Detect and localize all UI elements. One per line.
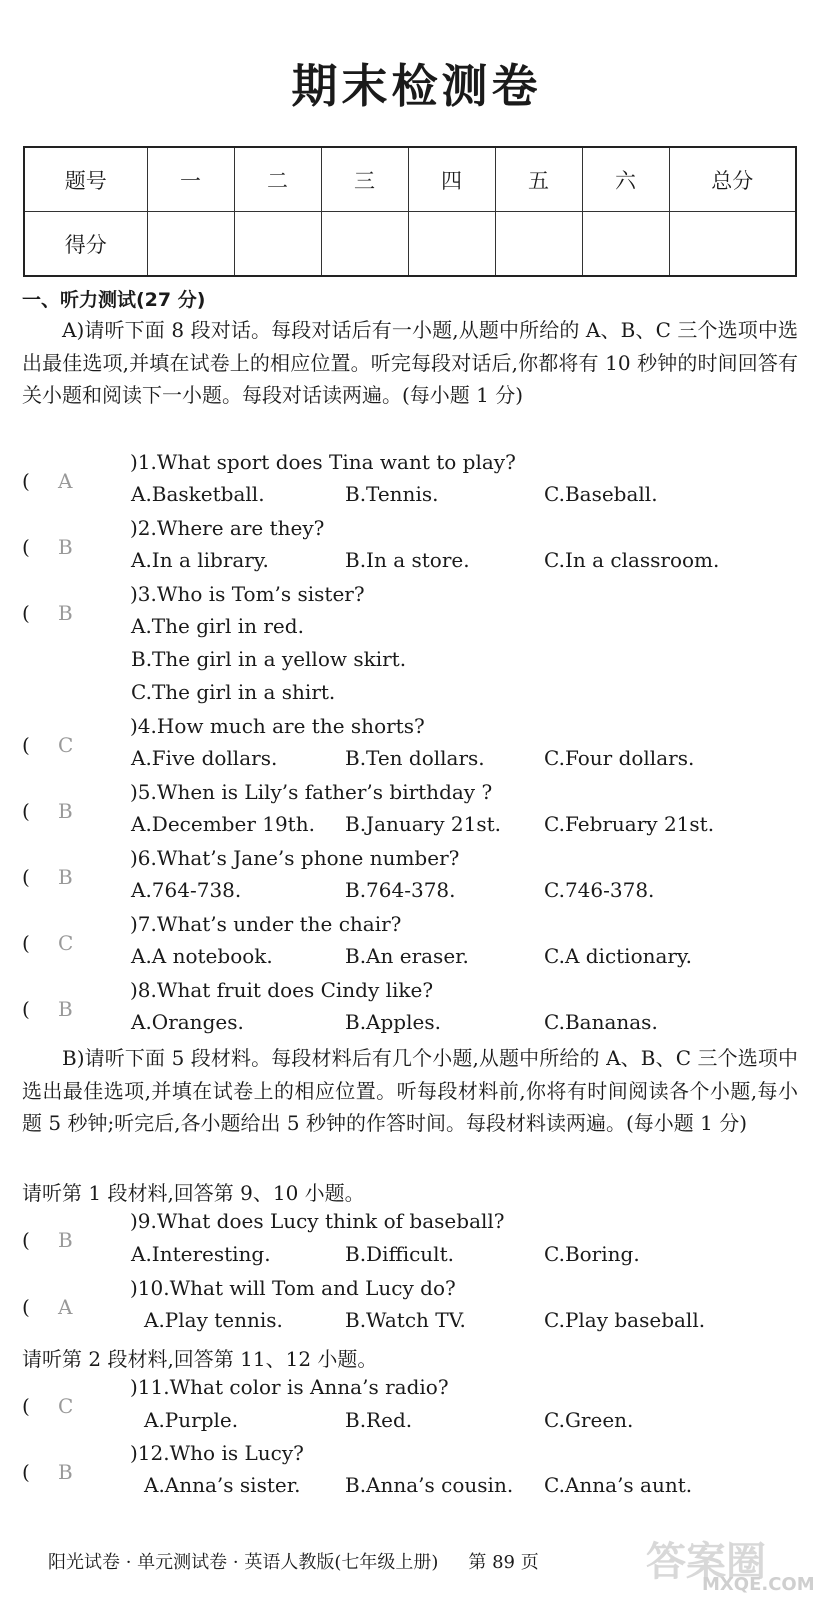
option-b: B.Anna’s cousin.	[345, 1473, 514, 1497]
left-paren: (	[22, 733, 30, 757]
score-cell	[321, 212, 408, 277]
material-2-instruction: 请听第 2 段材料,回答第 11、12 小题。	[22, 1347, 378, 1371]
option-c: C.Bananas.	[544, 1010, 658, 1034]
option-a: A.Anna’s sister.	[144, 1473, 301, 1497]
option-a: A.Play tennis.	[144, 1308, 283, 1332]
watermark-text: 答案圈	[646, 1539, 766, 1585]
option-c: C.Four dollars.	[544, 746, 695, 770]
question-text: )3.Who is Tom’s sister?	[130, 582, 365, 606]
answer-letter: B	[58, 601, 73, 625]
option-a: A.Interesting.	[131, 1242, 271, 1266]
answer-letter: B	[58, 1228, 73, 1252]
option-a: A.The girl in red.	[131, 614, 304, 638]
score-cell	[234, 212, 321, 277]
section-heading: 一、听力测试(27 分)	[22, 289, 206, 311]
score-header-cell: 总分	[669, 147, 796, 212]
question-12	[22, 1441, 304, 1484]
option-a: A.764-738.	[131, 878, 242, 902]
option-b: B.764-378.	[345, 878, 456, 902]
answer-letter: B	[58, 535, 73, 559]
answer-letter: B	[58, 799, 73, 823]
option-c: C.746-378.	[544, 878, 655, 902]
question-3	[22, 582, 365, 625]
watermark-url: MXQE.COM	[702, 1574, 815, 1595]
option-b: B.The girl in a yellow skirt.	[131, 647, 407, 671]
option-b: B.Apples.	[345, 1010, 441, 1034]
score-header-cell: 一	[147, 147, 234, 212]
question-text: )4.How much are the shorts?	[130, 714, 425, 738]
question-text: )9.What does Lucy think of baseball?	[130, 1209, 505, 1233]
option-c: C.In a classroom.	[544, 548, 720, 572]
option-a: A.Basketball.	[131, 482, 265, 506]
score-table-score-row	[24, 212, 796, 277]
footer-text: 阳光试卷 · 单元测试卷 · 英语人教版(七年级上册)	[48, 1552, 439, 1573]
score-header-cell: 六	[582, 147, 669, 212]
question-text: )11.What color is Anna’s radio?	[130, 1375, 449, 1399]
score-header-cell: 四	[408, 147, 495, 212]
option-b: B.In a store.	[345, 548, 470, 572]
option-a: A.Five dollars.	[131, 746, 278, 770]
score-cell	[582, 212, 669, 277]
option-b: B.Ten dollars.	[345, 746, 485, 770]
question-text: )10.What will Tom and Lucy do?	[130, 1276, 456, 1300]
part-a-instructions: A)请听下面 8 段对话。每段对话后有一小题,从题中所给的 A、B、C 三个选项中选出最佳选项,并填在试卷上的相应位置。听完每段对话后,你都将有 10 秒钟的时间回答有关小题和阅读下一小题。每段对话读两遍。(每小题 1 分)	[22, 318, 798, 408]
left-paren: (	[22, 1460, 30, 1484]
score-table-header-row	[24, 147, 796, 212]
score-table	[23, 146, 797, 277]
left-paren: (	[22, 799, 30, 823]
score-cell	[669, 212, 796, 277]
option-c: C.Baseball.	[544, 482, 658, 506]
option-b: B.An eraser.	[345, 944, 469, 968]
question-text: )5.When is Lily’s father’s birthday ?	[130, 780, 493, 804]
part-b-instructions: B)请听下面 5 段材料。每段材料后有几个小题,从题中所给的 A、B、C 三个选项中选出最佳选项,并填在试卷上的相应位置。听每段材料前,你将有时间阅读各个小题,每小题 5 秒钟;听完后,各小题给出 5 秒钟的作答时间。每段材料读两遍。(每小题 1 分)	[22, 1046, 798, 1136]
option-c: C.Play baseball.	[544, 1308, 706, 1332]
answer-letter: B	[58, 1460, 73, 1484]
option-c: C.A dictionary.	[544, 944, 692, 968]
option-c: C.Green.	[544, 1408, 634, 1432]
option-a: A.December 19th.	[131, 812, 315, 836]
answer-letter: B	[58, 865, 73, 889]
question-9	[22, 1209, 505, 1252]
left-paren: (	[22, 1394, 30, 1418]
page-footer	[48, 1548, 539, 1574]
option-b: B.Watch TV.	[345, 1308, 466, 1332]
left-paren: (	[22, 1228, 30, 1252]
left-paren: (	[22, 931, 30, 955]
watermark-logo	[640, 1518, 830, 1598]
option-c: C.Anna’s aunt.	[544, 1473, 693, 1497]
score-cell	[408, 212, 495, 277]
answer-letter: B	[58, 997, 73, 1021]
option-b: B.January 21st.	[345, 812, 502, 836]
question-8	[22, 978, 434, 1021]
material-1-instruction: 请听第 1 段材料,回答第 9、10 小题。	[22, 1181, 365, 1205]
option-a: A.Oranges.	[131, 1010, 244, 1034]
question-text: )1.What sport does Tina want to play?	[130, 450, 516, 474]
option-b: B.Difficult.	[345, 1242, 454, 1266]
question-text: )12.Who is Lucy?	[130, 1441, 304, 1465]
question-4	[22, 714, 425, 757]
left-paren: (	[22, 601, 30, 625]
answer-letter: A	[58, 469, 73, 493]
option-c: C.February 21st.	[544, 812, 715, 836]
score-cell	[147, 212, 234, 277]
question-6	[22, 846, 460, 889]
option-c: C.Boring.	[544, 1242, 640, 1266]
answer-letter: A	[58, 1295, 73, 1319]
left-paren: (	[22, 535, 30, 559]
answer-letter: C	[58, 1394, 74, 1418]
option-b: B.Red.	[345, 1408, 413, 1432]
answer-letter: C	[58, 931, 74, 955]
question-11	[22, 1375, 449, 1418]
question-1	[22, 450, 516, 493]
question-text: )6.What’s Jane’s phone number?	[130, 846, 460, 870]
left-paren: (	[22, 1295, 30, 1319]
score-cell	[495, 212, 582, 277]
option-c: C.The girl in a shirt.	[131, 680, 336, 704]
score-header-cell: 二	[234, 147, 321, 212]
left-paren: (	[22, 469, 30, 493]
question-7	[22, 912, 402, 955]
score-row-label: 得分	[24, 212, 147, 277]
page-number: 第 89 页	[468, 1552, 539, 1573]
score-header-cell: 题号	[24, 147, 147, 212]
question-text: )8.What fruit does Cindy like?	[130, 978, 434, 1002]
left-paren: (	[22, 997, 30, 1021]
question-text: )2.Where are they?	[130, 516, 325, 540]
left-paren: (	[22, 865, 30, 889]
question-2	[22, 516, 325, 559]
option-b: B.Tennis.	[345, 482, 439, 506]
option-a: A.Purple.	[144, 1408, 239, 1432]
option-a: A.In a library.	[131, 548, 269, 572]
option-a: A.A notebook.	[131, 944, 273, 968]
answer-letter: C	[58, 733, 74, 757]
question-10	[22, 1276, 456, 1319]
question-5	[22, 780, 493, 823]
page-title: 期末检测卷	[291, 59, 542, 113]
score-header-cell: 五	[495, 147, 582, 212]
question-text: )7.What’s under the chair?	[130, 912, 402, 936]
score-header-cell: 三	[321, 147, 408, 212]
